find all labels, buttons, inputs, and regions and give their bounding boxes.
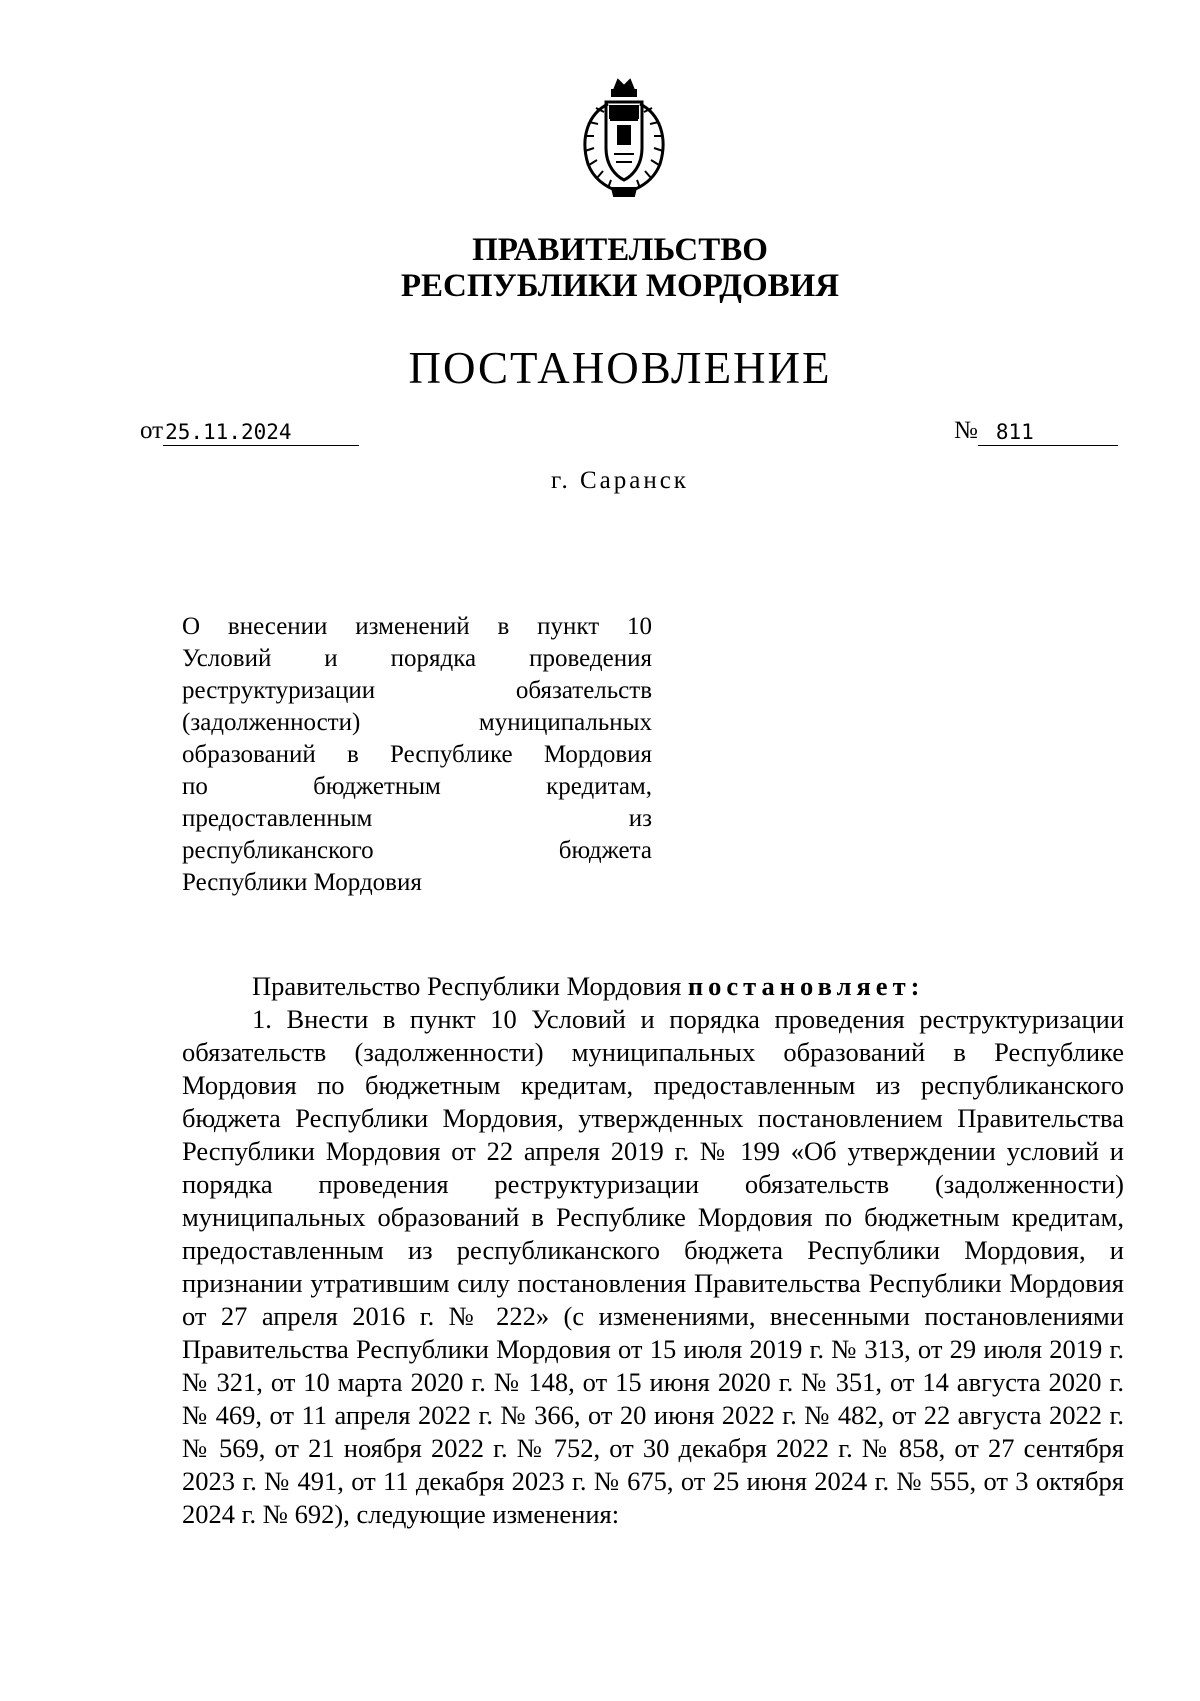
- intro-emphasis: постановляет:: [687, 971, 925, 1001]
- title-line: предоставленным из: [182, 805, 652, 832]
- date-field: 25.11.2024: [163, 420, 359, 446]
- title-line: республиканского бюджета: [182, 837, 652, 864]
- intro-text: Правительство Республики Мордовия: [252, 971, 688, 1001]
- org-name-line1: ПРАВИТЕЛЬСТВО: [472, 232, 768, 268]
- title-line: реструктуризации обязательств: [182, 677, 652, 704]
- point-1-paragraph: 1. Внести в пункт 10 Условий и порядка проведения реструктуризации обязательств (задолженности) муниципальных образований в Республике Мордовия по бюджетным кредитам, предоставленным из республиканского бюджета Республики Мордовия, утвержденных постановлением Правительства Республики Мордовия от 22 апреля 2019 г. № 199 «Об утверждении условий и порядка проведения реструктуризации обязательств (задолженности) муниципальных образований в Республике Мордовия по бюджетным кредитам, предоставленным из республиканского бюджета Республики Мордовия, и признании утратившим силу постановления Правительства Республики Мордовия от 27 апреля 2016 г. № 222» (с изменениями, внесенными постановлениями Правительства Республики Мордовия от 15 июля 2019 г. № 313, от 29 июля 2019 г. № 321, от 10 марта 2020 г. № 148, от 15 июня 2020 г. № 351, от 14 августа 2020 г. № 469, от 11 апреля 2022 г. № 366, от 20 июня 2022 г. № 482, от 22 августа 2022 г. № 569, от 21 ноября 2022 г. № 752, от 30 декабря 2022 г. № 858, от 27 сентября 2023 г. № 491, от 11 декабря 2023 г. № 675, от 25 июня 2024 г. № 555, от 3 октября 2024 г. № 692), следующие изменения:: [182, 1004, 1124, 1529]
- title-line: образований в Республике Мордовия: [182, 741, 652, 768]
- title-line: О внесении изменений в пункт 10: [182, 613, 652, 640]
- number-row: [954, 416, 1118, 446]
- document-type: ПОСТАНОВЛЕНИЕ: [408, 343, 832, 393]
- city-line: г. Саранск: [551, 467, 689, 494]
- number-field: 811: [978, 420, 1118, 446]
- title-line: (задолженности) муниципальных: [182, 709, 652, 736]
- title-line: Республики Мордовия: [182, 869, 422, 896]
- document-body: [182, 970, 1124, 1531]
- date-row: [140, 416, 359, 446]
- date-prefix: от: [140, 417, 164, 444]
- org-name-line2: РЕСПУБЛИКИ МОРДОВИЯ: [400, 268, 840, 304]
- title-line: по бюджетным кредитам,: [182, 773, 652, 800]
- coat-of-arms-icon: [574, 76, 674, 200]
- document-title: [182, 611, 652, 899]
- title-line: Условий и порядка проведения: [182, 645, 652, 672]
- intro-paragraph: [182, 970, 1124, 1003]
- number-prefix: №: [954, 417, 978, 444]
